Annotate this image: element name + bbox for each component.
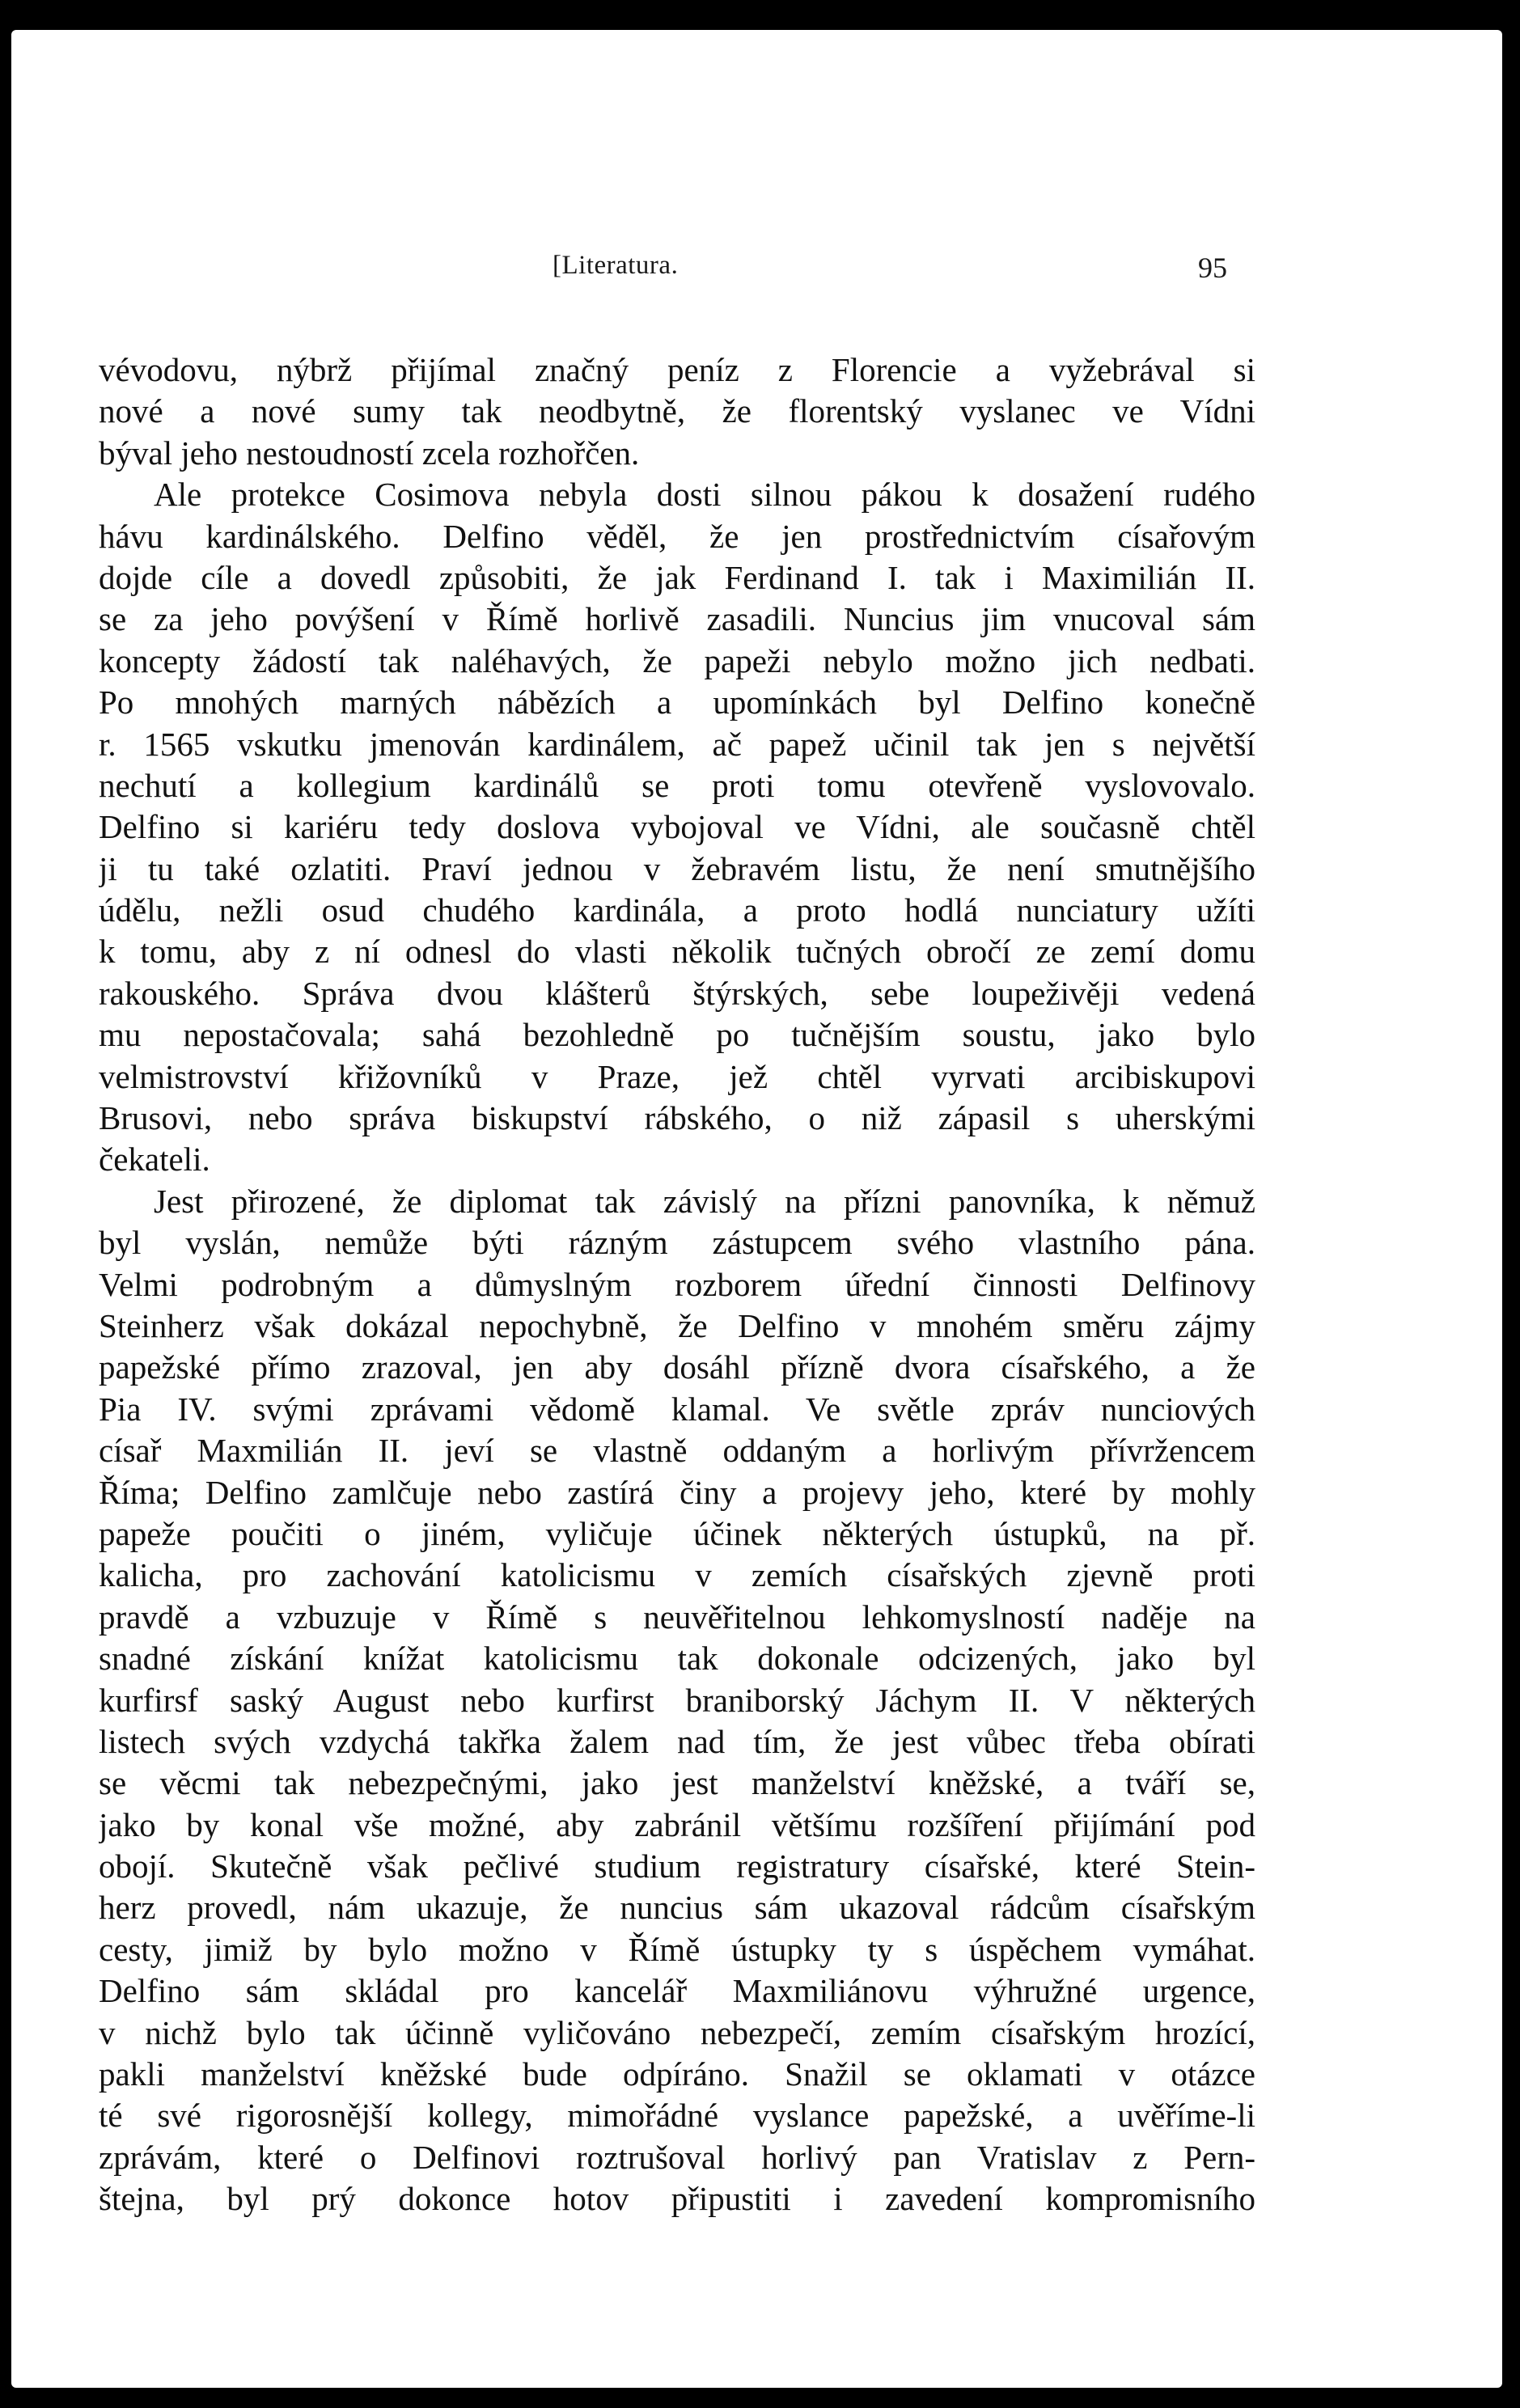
text-line: se věcmi tak nebezpečnými, jako jest manželství kněžské, a tváří se, xyxy=(99,1764,1255,1802)
text-line: obojí. Skutečně však pečlivé studium registratury císařské, které Stein- xyxy=(99,1847,1255,1885)
text-line: Delfino si kariéru tedy doslova vybojoval ve Vídni, ale současně chtěl xyxy=(99,808,1255,846)
text-line: dojde cíle a dovedl způsobiti, že jak Ferdinand I. tak i Maximilián II. xyxy=(99,558,1255,596)
text-line: Velmi podrobným a důmyslným rozborem úřední činnosti Delfinovy xyxy=(99,1265,1255,1303)
text-line: byl vyslán, nemůže býti rázným zástupcem svého vlastního pána. xyxy=(99,1224,1255,1262)
text-line: v nichž bylo tak účinně vyličováno nebezpečí, zemím císařským hrozící, xyxy=(99,2013,1255,2051)
text-line: snadné získání knížat katolicismu tak dokonale odcizených, jako byl xyxy=(99,1640,1255,1678)
book-page xyxy=(11,30,1502,2388)
text-line: čekateli. xyxy=(99,1141,210,1179)
text-line: k tomu, aby z ní odnesl do vlasti několik tučných obročí ze zemí domu xyxy=(99,933,1255,971)
text-line: zprávám, které o Delfinovi roztrušoval horlivý pan Vratislav z Pern- xyxy=(99,2138,1255,2176)
text-line: herz provedl, nám ukazuje, že nuncius sám ukazoval rádcům císařským xyxy=(99,1889,1255,1927)
text-line: údělu, nežli osud chudého kardinála, a proto hodlá nunciatury užíti xyxy=(99,891,1255,929)
text-line: cesty, jimiž by bylo možno v Římě ústupky ty s úspěchem vymáhat. xyxy=(99,1930,1255,1968)
text-line: papežské přímo zrazoval, jen aby dosáhl přízně dvora císařského, a že xyxy=(99,1348,1255,1386)
page-number: 95 xyxy=(1198,252,1227,284)
text-line: Steinherz však dokázal nepochybně, že Delfino v mnohém směru zájmy xyxy=(99,1306,1255,1344)
text-line: nechutí a kollegium kardinálů se proti tomu otevřeně vyslovovalo. xyxy=(99,766,1255,804)
text-line: listech svých vzdychá takřka žalem nad tím, že jest vůbec třeba obírati xyxy=(99,1722,1255,1760)
text-line: Delfino sám skládal pro kancelář Maxmiliánovu výhružné urgence, xyxy=(99,1972,1255,2010)
text-line: císař Maxmilián II. jeví se vlastně oddaným a horlivým přívržencem xyxy=(99,1432,1255,1470)
text-line: jako by konal vše možné, aby zabránil většímu rozšíření přijímání pod xyxy=(99,1805,1255,1843)
text-line: mu nepostačovala; sahá bezohledně po tučnějším soustu, jako bylo xyxy=(99,1016,1255,1054)
text-line: té své rigorosnější kollegy, mimořádné vyslance papežské, a uvěříme-li xyxy=(99,2097,1255,2135)
text-line: se za jeho povýšení v Římě horlivě zasadili. Nuncius jim vnucoval sám xyxy=(99,600,1255,638)
text-line: hávu kardinálského. Delfino věděl, že jen prostřednictvím císařovým xyxy=(99,517,1255,555)
text-line: štejna, byl prý dokonce hotov připustiti i zavedení kompromisního xyxy=(99,2180,1255,2218)
text-line: velmistrovství křižovníků v Praze, jež chtěl vyrvati arcibiskupovi xyxy=(99,1057,1255,1095)
text-line: Jest přirozené, že diplomat tak závislý na přízni panovníka, k němuž xyxy=(154,1182,1255,1220)
text-line: kalicha, pro zachování katolicismu v zemích císařských zjevně proti xyxy=(99,1556,1255,1594)
text-line: r. 1565 vskutku jmenován kardinálem, ač papež učinil tak jen s největší xyxy=(99,725,1255,763)
text-line: nové a nové sumy tak neodbytně, že florentský vyslanec ve Vídni xyxy=(99,392,1255,430)
text-line: kurfirsf saský August nebo kurfirst braniborský Jáchym II. V některých xyxy=(99,1681,1255,1719)
text-line: vévodovu, nýbrž přijímal značný peníz z Florencie a vyžebrával si xyxy=(99,351,1255,388)
text-line: pravdě a vzbuzuje v Římě s neuvěřitelnou lehkomyslností naděje na xyxy=(99,1598,1255,1636)
body-text xyxy=(99,349,1255,2220)
text-line: ji tu také ozlatiti. Praví jednou v žebravém listu, že není smutnějšího xyxy=(99,849,1255,887)
text-line: Brusovi, nebo správa biskupství rábského, o niž zápasil s uherskými xyxy=(99,1099,1255,1137)
text-line: Po mnohých marných nábězích a upomínkách byl Delfino konečně xyxy=(99,683,1255,722)
page-header xyxy=(11,251,1502,299)
text-line: rakouského. Správa dvou klášterů štýrských, sebe loupeživěji vedená xyxy=(99,974,1255,1012)
text-line: koncepty žádostí tak naléhavých, že papeži nebylo možno jich nedbati. xyxy=(99,641,1255,679)
text-line: býval jeho nestoudností zcela rozhořčen. xyxy=(99,434,640,472)
text-line: pakli manželství kněžské bude odpíráno. Snažil se oklamati v otázce xyxy=(99,2055,1255,2093)
text-line: Ale protekce Cosimova nebyla dosti silnou pákou k dosažení rudého xyxy=(154,476,1255,514)
text-line: papeže poučiti o jiném, vyličuje účinek některých ústupků, na př. xyxy=(99,1514,1255,1552)
text-line: Pia IV. svými zprávami vědomě klamal. Ve světle zpráv nunciových xyxy=(99,1390,1255,1428)
running-head: [Literatura. xyxy=(553,251,679,280)
text-line: Říma; Delfino zamlčuje nebo zastírá činy a projevy jeho, které by mohly xyxy=(99,1473,1255,1511)
